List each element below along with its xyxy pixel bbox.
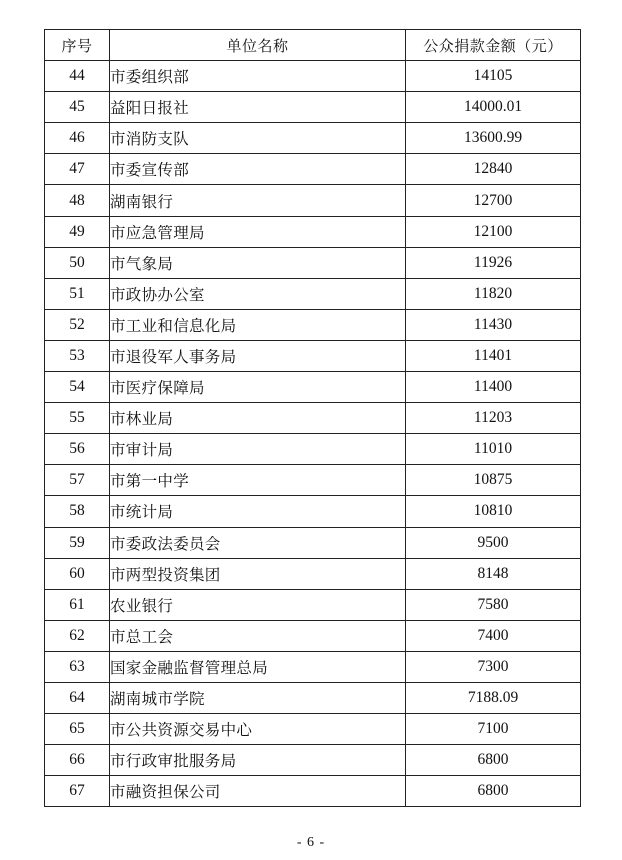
row-donation-amount: 12840 xyxy=(406,154,581,185)
row-unit-name: 市林业局 xyxy=(110,403,406,434)
row-serial-number: 47 xyxy=(45,154,110,185)
table-row xyxy=(45,682,581,713)
row-donation-amount: 7580 xyxy=(406,589,581,620)
table-row xyxy=(45,92,581,123)
table-row xyxy=(45,527,581,558)
row-unit-name: 市应急管理局 xyxy=(110,216,406,247)
row-donation-amount: 11400 xyxy=(406,372,581,403)
row-donation-amount: 6800 xyxy=(406,745,581,776)
row-unit-name: 市退役军人事务局 xyxy=(110,340,406,371)
row-serial-number: 56 xyxy=(45,434,110,465)
row-serial-number: 60 xyxy=(45,558,110,589)
header-serial-number: 序号 xyxy=(45,30,110,61)
row-unit-name: 市气象局 xyxy=(110,247,406,278)
row-donation-amount: 6800 xyxy=(406,776,581,807)
row-serial-number: 62 xyxy=(45,620,110,651)
table-header xyxy=(45,30,581,61)
row-serial-number: 64 xyxy=(45,682,110,713)
header-row xyxy=(45,30,581,61)
table-row xyxy=(45,216,581,247)
row-unit-name: 市医疗保障局 xyxy=(110,372,406,403)
table-row xyxy=(45,620,581,651)
row-donation-amount: 7100 xyxy=(406,714,581,745)
table-row xyxy=(45,776,581,807)
row-serial-number: 49 xyxy=(45,216,110,247)
row-unit-name: 市消防支队 xyxy=(110,123,406,154)
row-donation-amount: 12100 xyxy=(406,216,581,247)
table-body xyxy=(45,61,581,807)
row-serial-number: 48 xyxy=(45,185,110,216)
row-donation-amount: 11926 xyxy=(406,247,581,278)
table-row xyxy=(45,185,581,216)
row-donation-amount: 10810 xyxy=(406,496,581,527)
row-serial-number: 45 xyxy=(45,92,110,123)
donation-table xyxy=(44,29,581,807)
row-serial-number: 52 xyxy=(45,309,110,340)
row-serial-number: 51 xyxy=(45,278,110,309)
row-unit-name: 市统计局 xyxy=(110,496,406,527)
row-donation-amount: 10875 xyxy=(406,465,581,496)
row-serial-number: 55 xyxy=(45,403,110,434)
table-row xyxy=(45,714,581,745)
table-row xyxy=(45,403,581,434)
row-donation-amount: 11820 xyxy=(406,278,581,309)
table-row xyxy=(45,278,581,309)
header-unit-name: 单位名称 xyxy=(110,30,406,61)
row-serial-number: 46 xyxy=(45,123,110,154)
row-unit-name: 市两型投资集团 xyxy=(110,558,406,589)
row-donation-amount: 11401 xyxy=(406,340,581,371)
row-serial-number: 54 xyxy=(45,372,110,403)
row-donation-amount: 7300 xyxy=(406,651,581,682)
table-row xyxy=(45,589,581,620)
row-donation-amount: 7188.09 xyxy=(406,682,581,713)
row-donation-amount: 11430 xyxy=(406,309,581,340)
row-serial-number: 67 xyxy=(45,776,110,807)
table-row xyxy=(45,496,581,527)
row-unit-name: 市第一中学 xyxy=(110,465,406,496)
row-serial-number: 57 xyxy=(45,465,110,496)
row-donation-amount: 8148 xyxy=(406,558,581,589)
page-number: - 6 - xyxy=(296,835,326,850)
table-row xyxy=(45,247,581,278)
row-unit-name: 农业银行 xyxy=(110,589,406,620)
row-unit-name: 市审计局 xyxy=(110,434,406,465)
row-donation-amount: 14000.01 xyxy=(406,92,581,123)
table-row xyxy=(45,434,581,465)
row-unit-name: 市总工会 xyxy=(110,620,406,651)
header-donation-amount: 公众捐款金额（元） xyxy=(406,30,581,61)
row-unit-name: 益阳日报社 xyxy=(110,92,406,123)
row-unit-name: 市行政审批服务局 xyxy=(110,745,406,776)
row-serial-number: 53 xyxy=(45,340,110,371)
table-row xyxy=(45,340,581,371)
row-donation-amount: 7400 xyxy=(406,620,581,651)
table-row xyxy=(45,154,581,185)
table-row xyxy=(45,465,581,496)
row-serial-number: 66 xyxy=(45,745,110,776)
table-row xyxy=(45,558,581,589)
row-unit-name: 湖南城市学院 xyxy=(110,682,406,713)
row-unit-name: 市工业和信息化局 xyxy=(110,309,406,340)
row-donation-amount: 13600.99 xyxy=(406,123,581,154)
row-serial-number: 50 xyxy=(45,247,110,278)
row-unit-name: 市委宣传部 xyxy=(110,154,406,185)
table-row xyxy=(45,61,581,92)
row-donation-amount: 11010 xyxy=(406,434,581,465)
row-unit-name: 湖南银行 xyxy=(110,185,406,216)
table-row xyxy=(45,745,581,776)
row-donation-amount: 14105 xyxy=(406,61,581,92)
row-unit-name: 市公共资源交易中心 xyxy=(110,714,406,745)
table-row xyxy=(45,309,581,340)
row-unit-name: 市政协办公室 xyxy=(110,278,406,309)
row-unit-name: 市委政法委员会 xyxy=(110,527,406,558)
row-donation-amount: 11203 xyxy=(406,403,581,434)
row-serial-number: 59 xyxy=(45,527,110,558)
row-donation-amount: 12700 xyxy=(406,185,581,216)
row-donation-amount: 9500 xyxy=(406,527,581,558)
table-row xyxy=(45,123,581,154)
table-row xyxy=(45,372,581,403)
row-serial-number: 65 xyxy=(45,714,110,745)
row-unit-name: 市融资担保公司 xyxy=(110,776,406,807)
row-unit-name: 市委组织部 xyxy=(110,61,406,92)
row-serial-number: 61 xyxy=(45,589,110,620)
row-serial-number: 44 xyxy=(45,61,110,92)
row-unit-name: 国家金融监督管理总局 xyxy=(110,651,406,682)
table-row xyxy=(45,651,581,682)
row-serial-number: 58 xyxy=(45,496,110,527)
row-serial-number: 63 xyxy=(45,651,110,682)
